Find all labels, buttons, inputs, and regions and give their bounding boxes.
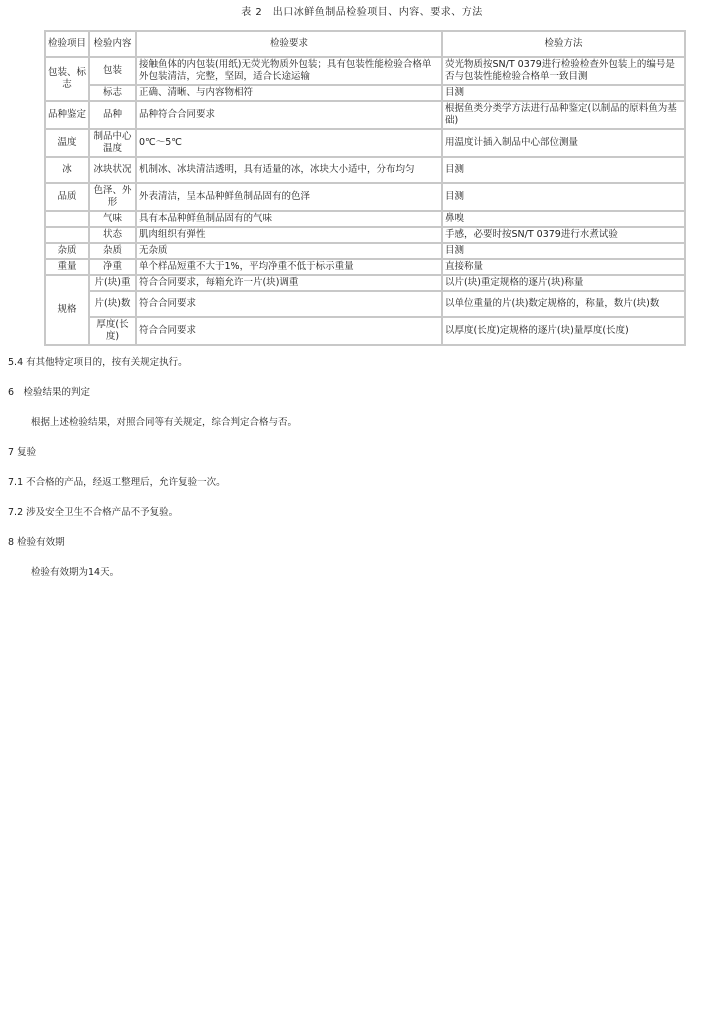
content-cell: 冰块状况 (89, 157, 136, 183)
content-cell: 净重 (89, 259, 136, 275)
table-row (45, 85, 685, 101)
item-cell: 包装、标志 (45, 57, 89, 101)
table-caption: 表 2 出口冰鲜鱼制品检验项目、内容、要求、方法 (241, 7, 483, 18)
requirement-cell: 接触鱼体的内包装(用纸)无荧光物质外包装；具有包装性能检验合格单外包装清洁，完整，坚固，适合长途运输 (136, 57, 442, 85)
requirement-cell: 正确、清晰、与内容物相符 (136, 85, 442, 101)
table-row (45, 275, 685, 291)
content-cell: 状态 (89, 227, 136, 243)
item-cell: 温度 (45, 129, 89, 157)
header-cell: 检验方法 (442, 31, 685, 57)
method-cell: 以片(块)重定规格的逐片(块)称量 (442, 275, 685, 291)
method-cell: 直接称量 (442, 259, 685, 275)
section-6-heading: 6 检验结果的判定 (8, 387, 91, 398)
section-6-body: 根据上述检验结果，对照合同等有关规定，综合判定合格与否。 (31, 417, 298, 428)
requirement-cell: 无杂质 (136, 243, 442, 259)
requirement-cell: 外表清洁，呈本品种鲜鱼制品固有的色泽 (136, 183, 442, 211)
section-8-heading: 8 检验有效期 (8, 537, 65, 548)
method-cell: 以厚度(长度)定规格的逐片(块)量厚度(长度) (442, 317, 685, 345)
item-cell (45, 227, 89, 243)
method-cell: 目测 (442, 243, 685, 259)
header-cell: 检验内容 (89, 31, 136, 57)
table-row (45, 129, 685, 157)
method-cell: 手感，必要时按SN/T 0379进行水煮试验 (442, 227, 685, 243)
inspection-table (44, 30, 686, 346)
item-cell: 品种鉴定 (45, 101, 89, 129)
header-cell: 检验项目 (45, 31, 89, 57)
table-row (45, 57, 685, 85)
item-cell: 规格 (45, 275, 89, 345)
requirement-cell: 品种符合合同要求 (136, 101, 442, 129)
table-row (45, 157, 685, 183)
clause-5-4: 5.4 有其他特定项目的，按有关规定执行。 (8, 357, 188, 368)
item-cell (45, 211, 89, 227)
requirement-cell: 符合合同要求 (136, 291, 442, 317)
requirement-cell: 符合合同要求，每箱允许一片(块)调重 (136, 275, 442, 291)
method-cell: 目测 (442, 157, 685, 183)
requirement-cell: 符合合同要求 (136, 317, 442, 345)
content-cell: 片(块)重 (89, 275, 136, 291)
content-cell: 杂质 (89, 243, 136, 259)
content-cell: 厚度(长度) (89, 317, 136, 345)
content-cell: 气味 (89, 211, 136, 227)
table-row (45, 291, 685, 317)
requirement-cell: 肌肉组织有弹性 (136, 227, 442, 243)
table-row (45, 259, 685, 275)
method-cell: 鼻嗅 (442, 211, 685, 227)
table-row (45, 317, 685, 345)
table-row (45, 243, 685, 259)
content-cell: 色泽、外形 (89, 183, 136, 211)
item-cell: 重量 (45, 259, 89, 275)
section-7-heading: 7 复验 (8, 447, 37, 458)
item-cell: 杂质 (45, 243, 89, 259)
content-cell: 标志 (89, 85, 136, 101)
method-cell: 用温度计插入制品中心部位测量 (442, 129, 685, 157)
content-cell: 品种 (89, 101, 136, 129)
table-header-row (45, 31, 685, 57)
method-cell: 荧光物质按SN/T 0379进行检验检查外包装上的编号是否与包装性能检验合格单一致目测 (442, 57, 685, 85)
requirement-cell: 0℃～5℃ (136, 129, 442, 157)
requirement-cell: 单个样品短重不大于1%，平均净重不低于标示重量 (136, 259, 442, 275)
method-cell: 以单位重量的片(块)数定规格的，称量，数片(块)数 (442, 291, 685, 317)
method-cell: 目测 (442, 183, 685, 211)
item-cell: 品质 (45, 183, 89, 211)
table-row (45, 227, 685, 243)
content-cell: 制品中心温度 (89, 129, 136, 157)
method-cell: 目测 (442, 85, 685, 101)
table-row (45, 211, 685, 227)
clause-7-1: 7.1 不合格的产品，经返工整理后，允许复验一次。 (8, 477, 226, 488)
section-8-body: 检验有效期为14天。 (31, 567, 120, 578)
table-row (45, 101, 685, 129)
item-cell: 冰 (45, 157, 89, 183)
clause-7-2: 7.2 涉及安全卫生不合格产品不予复验。 (8, 507, 179, 518)
requirement-cell: 具有本品种鲜鱼制品固有的气味 (136, 211, 442, 227)
content-cell: 包装 (89, 57, 136, 85)
method-cell: 根据鱼类分类学方法进行品种鉴定(以制品的原料鱼为基础) (442, 101, 685, 129)
table-row (45, 183, 685, 211)
requirement-cell: 机制冰、冰块清洁透明，具有适量的冰，冰块大小适中，分布均匀 (136, 157, 442, 183)
content-cell: 片(块)数 (89, 291, 136, 317)
header-cell: 检验要求 (136, 31, 442, 57)
